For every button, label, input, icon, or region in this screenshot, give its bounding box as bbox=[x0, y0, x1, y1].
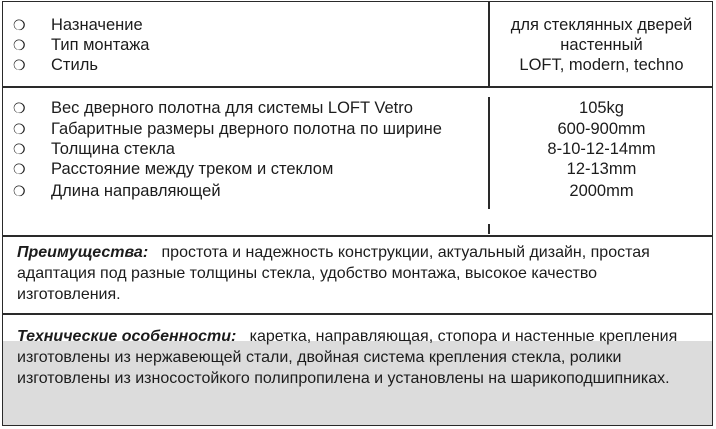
features-text: каретка, направляющая, стопора и настенные крепления изготовлены из нержавеющей стали, двойная система крепления стекла, ролики изготовлены из износостойкого полипропилена и установлены на шарикоподшипниках. bbox=[17, 328, 678, 387]
spec-label: Габаритные размеры дверного полотна по ширине bbox=[51, 120, 442, 138]
bullet-icon: ❍ bbox=[13, 161, 26, 177]
features-paragraph bbox=[17, 326, 702, 389]
bullet-icon: ❍ bbox=[13, 37, 26, 53]
spec-value: 600-900mm bbox=[557, 120, 646, 138]
bullet-icon: ❍ bbox=[13, 121, 26, 137]
spec-row-style bbox=[3, 55, 712, 75]
advantages-title: Преимущества: bbox=[17, 244, 158, 261]
features-title: Технические особенности: bbox=[17, 328, 246, 345]
spec-label: Стиль bbox=[51, 56, 98, 74]
advantages-paragraph bbox=[17, 242, 702, 305]
spec-value: 8-10-12-14mm bbox=[547, 140, 656, 158]
advantages-text: простота и надежность конструкции, актуальный дизайн, простая адаптация под разные толщины стекла, удобство монтажа, высокое качество изготовления. bbox=[17, 244, 650, 303]
divider-after-specs bbox=[3, 235, 712, 237]
spec-value: для стеклянных дверей bbox=[510, 16, 693, 34]
spec-row-purpose bbox=[3, 15, 712, 35]
spec-row-track-distance bbox=[3, 159, 712, 179]
spec-row-door-weight bbox=[3, 98, 712, 118]
spec-value: настенный bbox=[560, 36, 643, 54]
bullet-icon: ❍ bbox=[13, 17, 26, 33]
spec-value: 2000mm bbox=[569, 182, 634, 200]
spec-row-rail-length bbox=[3, 181, 712, 201]
divider-after-general bbox=[3, 86, 712, 88]
spec-label: Расстояние между треком и стеклом bbox=[51, 160, 334, 178]
bullet-icon: ❍ bbox=[13, 100, 26, 116]
bullet-icon: ❍ bbox=[13, 57, 26, 73]
column-divider-stub bbox=[488, 224, 490, 234]
divider-after-advantages bbox=[3, 313, 712, 315]
spec-label: Тип монтажа bbox=[51, 36, 150, 54]
bullet-icon: ❍ bbox=[13, 141, 26, 157]
spec-label: Вес дверного полотна для системы LOFT Vetro bbox=[51, 99, 413, 117]
spec-row-glass-thickness bbox=[3, 139, 712, 159]
spec-row-door-width bbox=[3, 119, 712, 139]
spec-value: LOFT, modern, techno bbox=[519, 56, 684, 74]
bullet-icon: ❍ bbox=[13, 183, 26, 199]
spec-table bbox=[2, 1, 713, 426]
spec-label: Назначение bbox=[51, 16, 143, 34]
spec-label: Толщина стекла bbox=[51, 140, 175, 158]
spec-label: Длина направляющей bbox=[51, 182, 221, 200]
spec-value: 105kg bbox=[579, 99, 624, 117]
spec-row-mount-type bbox=[3, 35, 712, 55]
spec-value: 12-13mm bbox=[566, 160, 637, 178]
